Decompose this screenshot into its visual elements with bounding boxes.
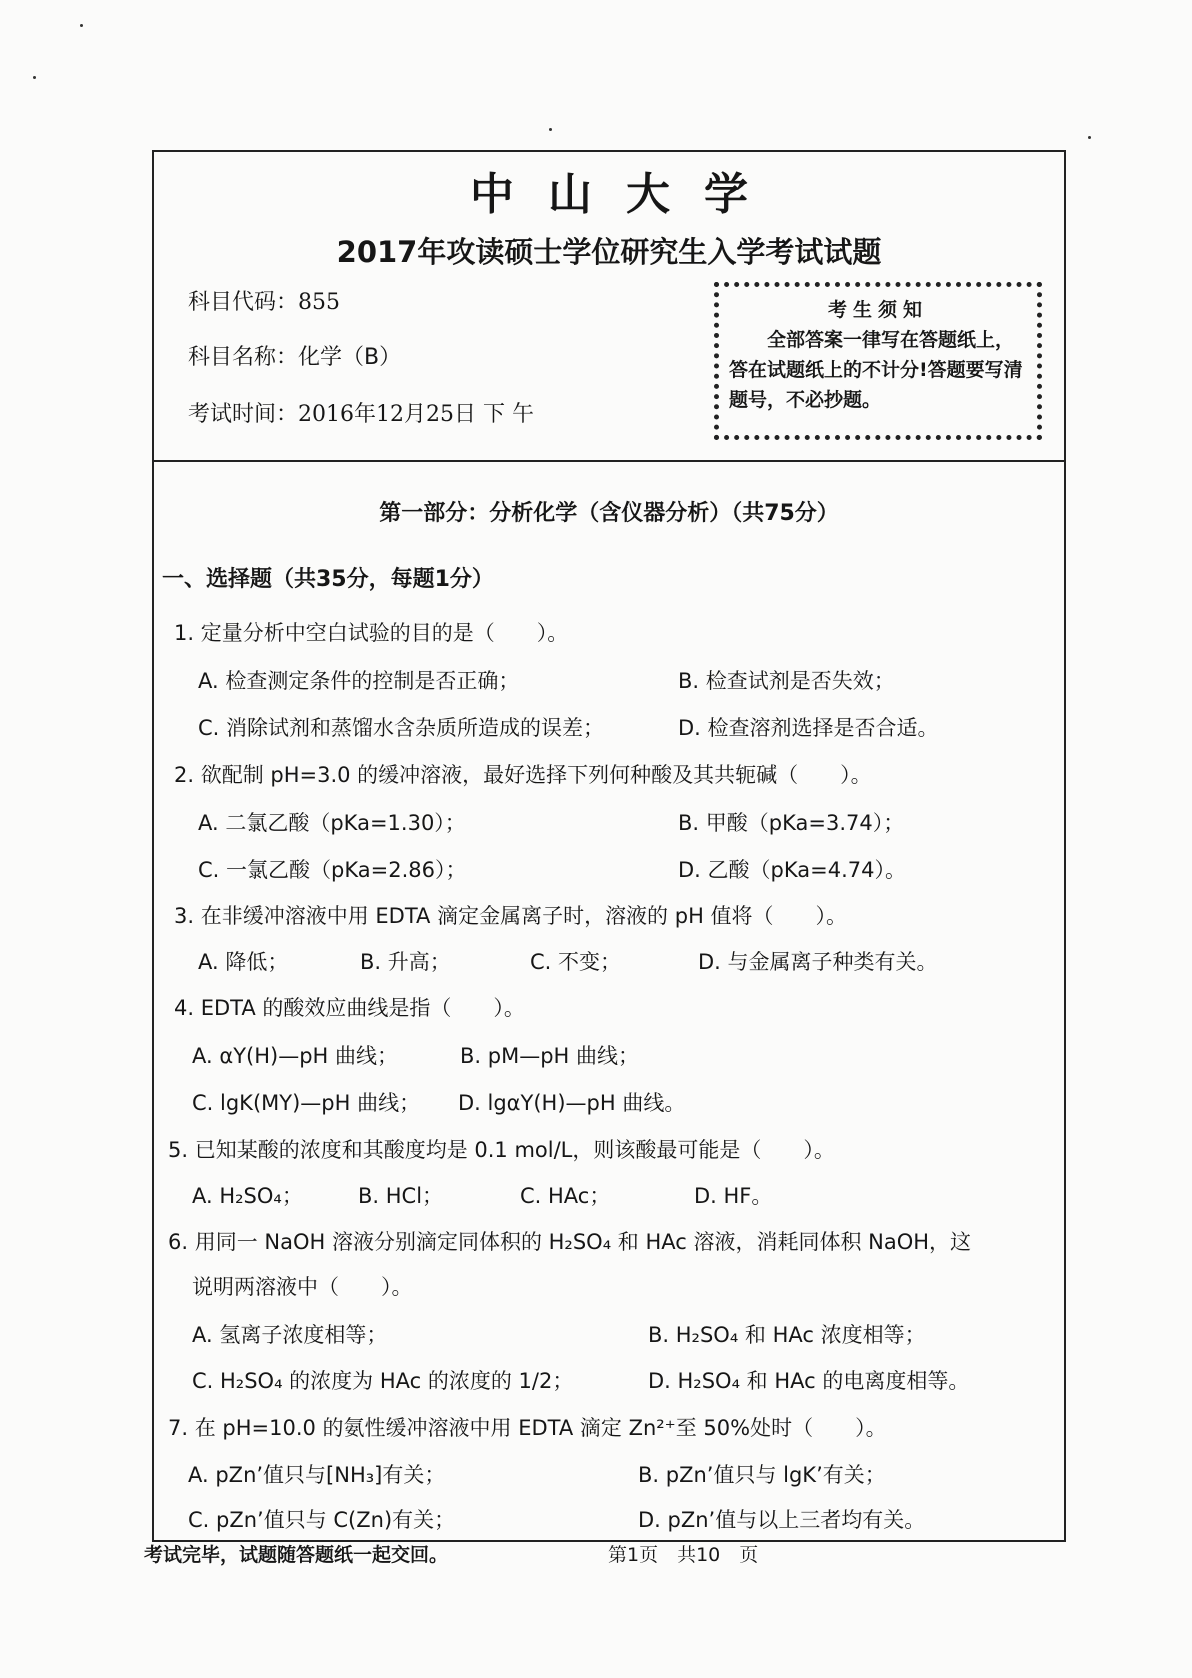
question-6: 6. 用同一 NaOH 溶液分别滴定同体积的 H₂SO₄ 和 HAc 溶液，消耗同体积 NaOH，这 [168, 1230, 972, 1254]
q2-option-d: D. 乙酸（pKa=4.74）。 [678, 858, 906, 882]
section-title: 一、选择题（共35分，每题1分） [162, 567, 494, 592]
q7-option-c: C. pZn’值只与 C(Zn)有关； [188, 1508, 456, 1532]
q7-option-a: A. pZn’值只与[NH₃]有关； [188, 1463, 446, 1487]
notice-body: 全部答案一律写在答题纸上，答在试题纸上的不计分!答题要写清题号，不必抄题。 [729, 329, 1023, 411]
question-5: 5. 已知某酸的浓度和其酸度均是 0.1 mol/L，则该酸最可能是（ ）。 [168, 1138, 835, 1162]
q5-option-d: D. HF。 [694, 1184, 773, 1208]
q7-option-b: B. pZn’值只与 lgK’有关； [638, 1463, 886, 1487]
exam-frame [152, 150, 1066, 1542]
exam-time-line [188, 397, 534, 428]
subject-name-value: 化学（B） [298, 345, 402, 370]
university-name: 中山大学 [470, 169, 782, 220]
notice-title: 考生须知 [827, 299, 928, 321]
q2-option-c: C. 一氯乙酸（pKa=2.86）； [198, 858, 467, 882]
q3-option-a: A. 降低； [198, 950, 289, 974]
q1-option-c: C. 消除试剂和蒸馏水含杂质所造成的误差； [198, 716, 605, 740]
q6-option-a: A. 氢离子浓度相等； [192, 1323, 388, 1347]
q6-option-c: C. H₂SO₄ 的浓度为 HAc 的浓度的 1/2； [192, 1369, 574, 1393]
q1-option-b: B. 检查试剂是否失效； [678, 669, 895, 693]
q5-option-b: B. HCl； [358, 1184, 444, 1208]
q6-option-d: D. H₂SO₄ 和 HAc 的电离度相等。 [648, 1369, 970, 1393]
exam-header [154, 152, 1064, 462]
q1-option-a: A. 检查测定条件的控制是否正确； [198, 669, 520, 693]
question-2: 2. 欲配制 pH=3.0 的缓冲溶液，最好选择下列何种酸及其共轭碱（ ）。 [174, 763, 872, 787]
exam-time-value: 2016年12月25日 下 午 [298, 402, 534, 427]
q7-option-d: D. pZn’值与以上三者均有关。 [638, 1508, 926, 1532]
subject-code-line [188, 285, 340, 316]
subject-name-line [188, 340, 401, 371]
q3-option-d: D. 与金属离子种类有关。 [698, 950, 938, 974]
exam-time-label: 考试时间： [188, 402, 299, 427]
q6-option-b: B. H₂SO₄ 和 HAc 浓度相等； [648, 1323, 926, 1347]
exam-title: 2017年攻读硕士学位研究生入学考试试题 [336, 235, 882, 269]
question-6-continued: 说明两溶液中（ ）。 [192, 1275, 413, 1299]
subject-code-label: 科目代码： [188, 290, 299, 315]
footer-instruction: 考试完毕，试题随答题纸一起交回。 [144, 1544, 449, 1566]
subject-code-value: 855 [298, 290, 341, 315]
q4-option-d: D. lgαY(H)—pH 曲线。 [458, 1091, 686, 1115]
question-1: 1. 定量分析中空白试验的目的是（ ）。 [174, 621, 569, 645]
q4-option-a: A. αY(H)—pH 曲线； [192, 1044, 398, 1068]
q2-option-b: B. 甲酸（pKa=3.74）； [678, 811, 905, 835]
q5-option-c: C. HAc； [520, 1184, 611, 1208]
question-4: 4. EDTA 的酸效应曲线是指（ ）。 [174, 996, 525, 1020]
q2-option-a: A. 二氯乙酸（pKa=1.30）； [198, 811, 466, 835]
q1-option-d: D. 检查溶剂选择是否合适。 [678, 716, 939, 740]
q4-option-b: B. pM—pH 曲线； [460, 1044, 640, 1068]
part-title: 第一部分：分析化学（含仪器分析）（共75分） [379, 501, 839, 526]
question-7: 7. 在 pH=10.0 的氨性缓冲溶液中用 EDTA 滴定 Zn²⁺至 50%处时（ ）。 [168, 1416, 887, 1440]
page-number: 第1页 共10 页 [608, 1544, 759, 1566]
q3-option-b: B. 升高； [360, 950, 451, 974]
q3-option-c: C. 不变； [530, 950, 622, 974]
q4-option-c: C. lgK(MY)—pH 曲线； [192, 1091, 421, 1115]
candidate-notice-box [714, 282, 1042, 440]
q5-option-a: A. H₂SO₄； [192, 1184, 303, 1208]
subject-name-label: 科目名称： [188, 345, 299, 370]
question-3: 3. 在非缓冲溶液中用 EDTA 滴定金属离子时，溶液的 pH 值将（ ）。 [174, 904, 848, 928]
